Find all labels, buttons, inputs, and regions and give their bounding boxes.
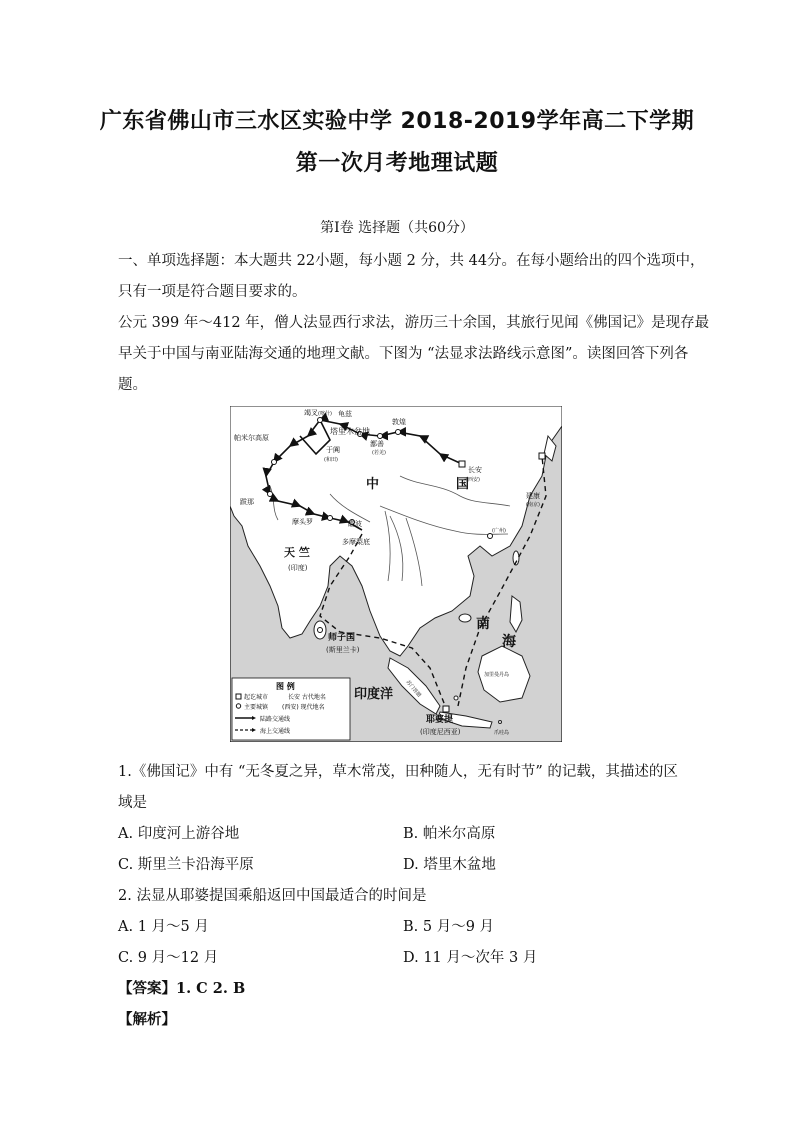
label-dunhuang: 敦煌 — [392, 418, 406, 426]
q1-stem-line2: 域是 — [118, 795, 147, 811]
label-shanshan: 鄯善 — [370, 440, 384, 448]
label-shanshan-modern: (若羌) — [372, 450, 386, 456]
label-tamralipti: 多摩梨底 — [342, 538, 370, 546]
label-tarim: 塔里木盆地 — [330, 427, 370, 436]
q1-option-b[interactable]: B. 帕米尔高原 — [403, 826, 496, 842]
label-changan: 长安 — [468, 466, 482, 474]
q2-option-c[interactable]: C. 9 月～12 月 — [118, 950, 219, 966]
label-kashgar-modern: (喀什) — [318, 411, 332, 417]
legend-ancient-label: 长安 古代地名 — [288, 694, 326, 701]
label-tuona: 跋那 — [240, 498, 254, 506]
legend-land-route: 陆路交通线 — [260, 716, 291, 723]
q2-option-b[interactable]: B. 5 月～9 月 — [403, 919, 495, 935]
label-champa: 瞻波 — [348, 520, 362, 528]
label-indian-ocean: 印度洋 — [354, 687, 394, 702]
label-sumatra: 苏门答腊 — [404, 679, 422, 699]
q1-option-a[interactable]: A. 印度河上游谷地 — [118, 826, 240, 842]
passage-line3: 题。 — [118, 377, 147, 393]
instruction-line1: 一、单项选择题：本大题共 22小题，每小题 2 分，共 44分。在每小题给出的四个选项中， — [118, 253, 705, 269]
label-kucha: 龟兹 — [338, 410, 352, 418]
label-jiankang-modern: (南京) — [526, 502, 540, 508]
doc-title-line2: 第一次月考地理试题 — [295, 151, 499, 176]
label-khotan: 于阗 — [326, 446, 340, 454]
label-kalimantan: 加里曼丹岛 — [484, 672, 510, 678]
label-java: 爪哇岛 — [494, 730, 510, 736]
label-kashgar: 竭叉 — [304, 409, 318, 417]
q1-option-d[interactable]: D. 塔里木盆地 — [403, 857, 496, 873]
label-india-modern: (印度) — [288, 564, 308, 572]
landmass-hainan — [459, 614, 471, 622]
passage-line1: 公元 399 年～412 年，僧人法显西行求法，游历三十余国，其旅行见闻《佛国记》是现存最 — [118, 315, 710, 331]
legend-start-city: 起讫城市 — [244, 694, 269, 701]
label-changan-modern: (西安) — [466, 477, 480, 483]
label-guangzhou-modern: (广州) — [492, 528, 506, 534]
doc-title-line1: 广东省佛山市三水区实验中学 2018-2019学年高二下学期 — [99, 109, 695, 134]
label-srilanka-modern: (斯里兰卡) — [326, 646, 360, 654]
label-south-sea-2: 海 — [502, 634, 516, 650]
label-tianzhu: 天 竺 — [284, 546, 310, 559]
label-guo: 国 — [456, 477, 470, 492]
label-indonesia-modern: (印度尼西亚) — [420, 728, 461, 736]
analysis-label: 【解析】 — [118, 1011, 176, 1028]
label-jiankang: 建康 — [526, 492, 540, 500]
label-zhong: 中 — [366, 477, 380, 492]
legend-title: 图 例 — [276, 682, 295, 691]
legend-modern-label: (西安) 现代地名 — [282, 704, 325, 711]
label-mathura: 摩头罗 — [292, 518, 313, 526]
label-south-sea-1: 南 — [476, 616, 490, 632]
q2-option-d[interactable]: D. 11 月～次年 3 月 — [403, 950, 538, 966]
label-pamir: 帕米尔高原 — [234, 434, 269, 442]
route-map — [230, 406, 562, 742]
section-heading: 第Ⅰ卷 选择题（共60分） — [320, 220, 474, 236]
legend-sea-route: 海上交通线 — [260, 728, 291, 735]
q1-stem-line1: 1.《佛国记》中有 “无冬夏之异，草木常茂，田种随人，无有时节” 的记载，其描述的区 — [118, 764, 678, 780]
answer-line: 【答案】1. C 2. B — [118, 980, 246, 997]
passage-line2: 早关于中国与南亚陆海交通的地理文献。下图为 “法显求法路线示意图”。读图回答下列各 — [118, 346, 689, 362]
label-shiziguo: 师子国 — [328, 633, 356, 643]
legend-main-city: 主要城镇 — [244, 704, 269, 711]
label-yepoti: 耶婆提 — [426, 715, 454, 725]
label-khotan-modern: (和田) — [324, 457, 338, 463]
instruction-line2: 只有一项是符合题目要求的。 — [118, 284, 307, 300]
q1-option-c[interactable]: C. 斯里兰卡沿海平原 — [118, 857, 254, 873]
q2-stem-line1: 2. 法显从耶婆提国乘船返回中国最适合的时间是 — [118, 888, 427, 904]
map-legend — [232, 678, 350, 740]
q2-option-a[interactable]: A. 1 月～5 月 — [118, 919, 209, 935]
